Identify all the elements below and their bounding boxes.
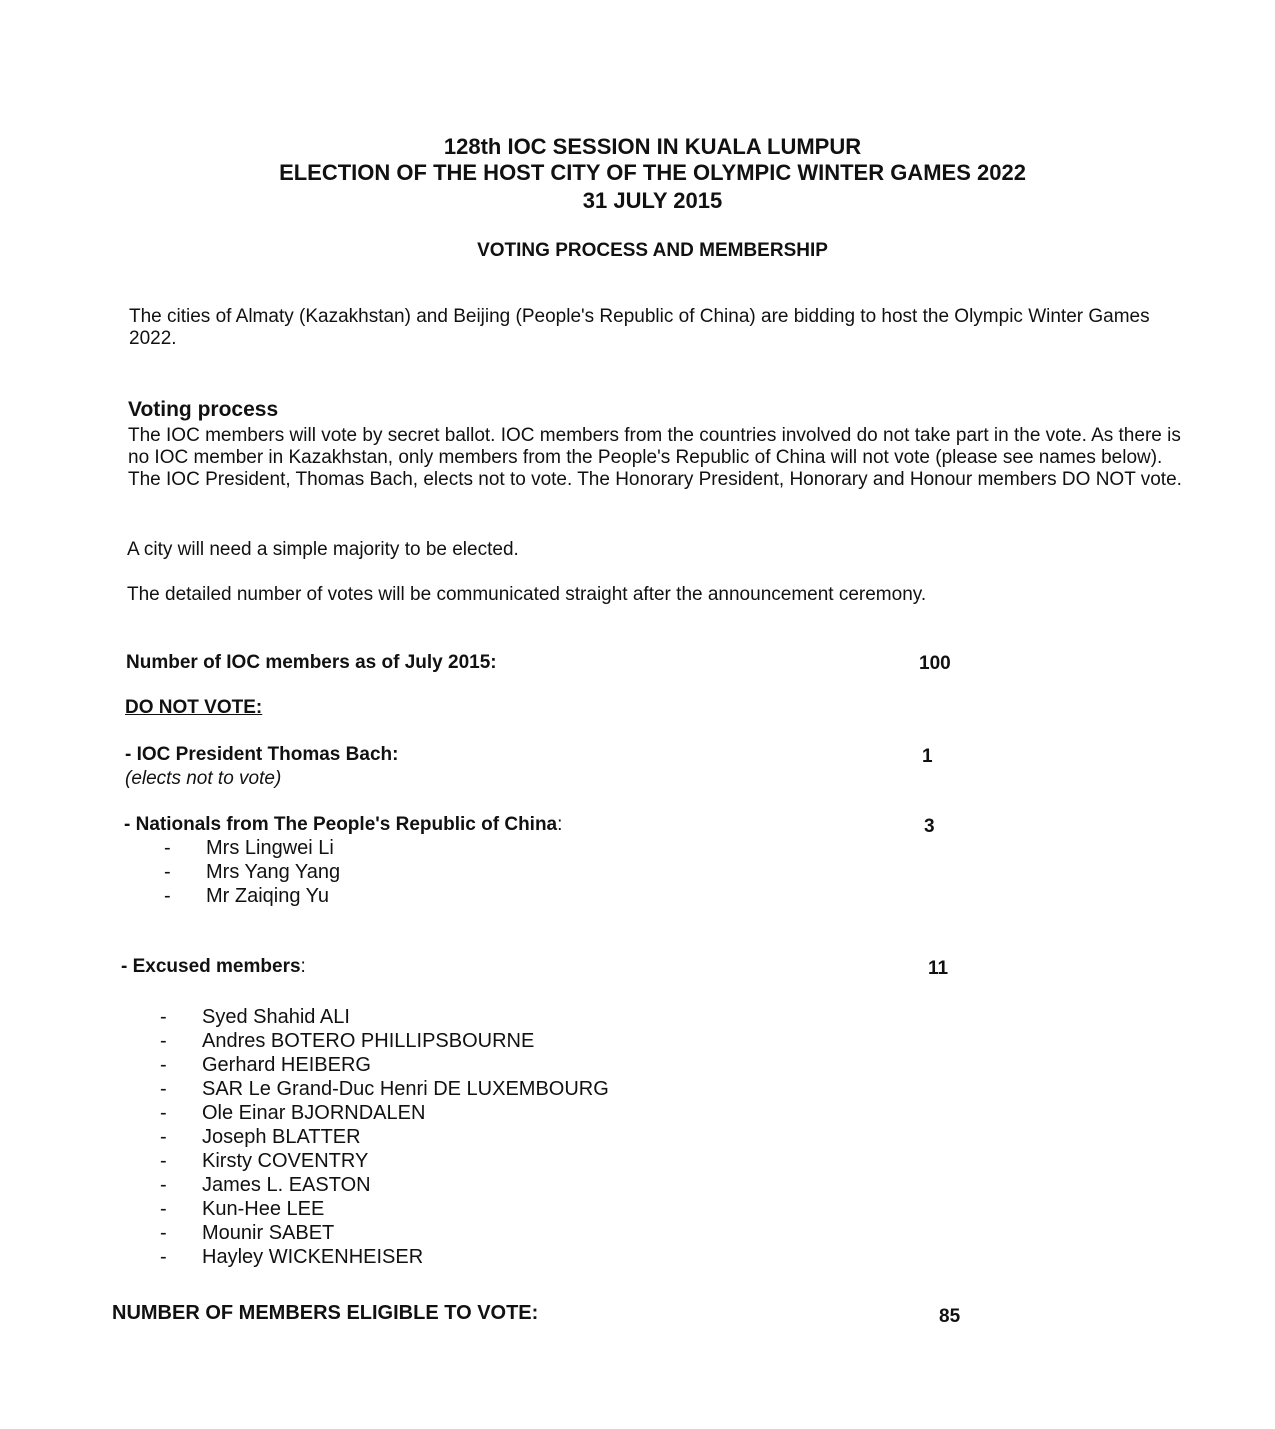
list-item <box>164 836 340 860</box>
member-name: James L. EASTON <box>202 1174 371 1196</box>
list-item <box>160 1101 609 1125</box>
list-marker: - <box>160 1078 167 1100</box>
member-name: Andres BOTERO PHILLIPSBOURNE <box>202 1030 535 1052</box>
list-item <box>160 1173 609 1197</box>
nationals-value: 3 <box>924 816 935 837</box>
list-item <box>160 1077 609 1101</box>
list-item <box>160 1029 609 1053</box>
list-marker: - <box>160 1030 167 1052</box>
do-not-vote-label: DO NOT VOTE: <box>125 697 263 718</box>
list-marker: - <box>160 1126 167 1148</box>
member-name: Mounir SABET <box>202 1222 335 1244</box>
president-note: (elects not to vote) <box>125 768 282 789</box>
eligible-value: 85 <box>939 1306 961 1327</box>
list-item <box>160 1125 609 1149</box>
member-name: Joseph BLATTER <box>202 1126 361 1148</box>
nationals-list <box>164 836 340 908</box>
list-marker: - <box>160 1246 167 1268</box>
list-item <box>160 1221 609 1245</box>
majority-paragraph: A city will need a simple majority to be elected. <box>127 539 519 560</box>
title-line-1: 128th IOC SESSION IN KUALA LUMPUR <box>443 134 862 159</box>
votes-communication-paragraph: The detailed number of votes will be communicated straight after the announcement ceremony. <box>127 584 927 605</box>
list-item <box>160 1197 609 1221</box>
member-name: Kun-Hee LEE <box>202 1198 325 1220</box>
list-marker: - <box>164 837 171 859</box>
voting-process-heading: Voting process <box>128 398 279 421</box>
voting-process-paragraph: The IOC members will vote by secret ballot. IOC members from the countries involved do not take part in the vote. As there is no IOC member in Kazakhstan, only members from the People's Republic of China will not vote (please see names below). The IOC President, Thomas Bach, elects not to vote. The Honorary President, Honorary and Honour members DO NOT vote. <box>128 425 1182 490</box>
list-marker: - <box>160 1006 167 1028</box>
excused-label-colon: : <box>300 956 306 977</box>
excused-label-text: - Excused members <box>121 956 301 977</box>
subtitle: VOTING PROCESS AND MEMBERSHIP <box>477 240 828 261</box>
member-name: Mr Zaiqing Yu <box>206 885 330 907</box>
title-line-3: 31 JULY 2015 <box>582 188 723 213</box>
list-item <box>160 1245 609 1269</box>
title-line-2: ELECTION OF THE HOST CITY OF THE OLYMPIC WINTER GAMES 2022 <box>279 160 1026 185</box>
total-members-label: Number of IOC members as of July 2015: <box>126 652 497 673</box>
member-name: Gerhard HEIBERG <box>202 1054 371 1076</box>
intro-paragraph: The cities of Almaty (Kazakhstan) and Beijing (People's Republic of China) are bidding to host the Olympic Winter Games 2022. <box>129 306 1150 349</box>
nationals-label-colon: : <box>557 814 563 835</box>
total-members-value: 100 <box>919 653 951 674</box>
list-marker: - <box>164 885 171 907</box>
list-item <box>160 1149 609 1173</box>
excused-value: 11 <box>928 958 949 979</box>
nationals-label <box>124 814 562 836</box>
list-marker: - <box>160 1150 167 1172</box>
list-marker: - <box>160 1174 167 1196</box>
list-marker: - <box>164 861 171 883</box>
list-item <box>160 1005 609 1029</box>
member-name: SAR Le Grand-Duc Henri DE LUXEMBOURG <box>202 1078 609 1100</box>
list-item <box>160 1053 609 1077</box>
member-name: Syed Shahid ALI <box>202 1006 350 1028</box>
list-marker: - <box>160 1222 167 1244</box>
excused-label <box>121 956 306 978</box>
list-marker: - <box>160 1102 167 1124</box>
list-marker: - <box>160 1198 167 1220</box>
nationals-label-text: - Nationals from The People's Republic of China <box>124 814 558 835</box>
eligible-label: NUMBER OF MEMBERS ELIGIBLE TO VOTE: <box>112 1302 539 1324</box>
member-name: Mrs Lingwei Li <box>206 837 334 859</box>
excused-list <box>160 1005 609 1269</box>
list-item <box>164 860 340 884</box>
president-label: - IOC President Thomas Bach: <box>125 744 399 765</box>
member-name: Hayley WICKENHEISER <box>202 1246 424 1268</box>
president-value: 1 <box>922 746 933 767</box>
list-marker: - <box>160 1054 167 1076</box>
list-item <box>164 884 340 908</box>
member-name: Ole Einar BJORNDALEN <box>202 1102 426 1124</box>
member-name: Mrs Yang Yang <box>206 861 341 883</box>
member-name: Kirsty COVENTRY <box>202 1150 369 1172</box>
